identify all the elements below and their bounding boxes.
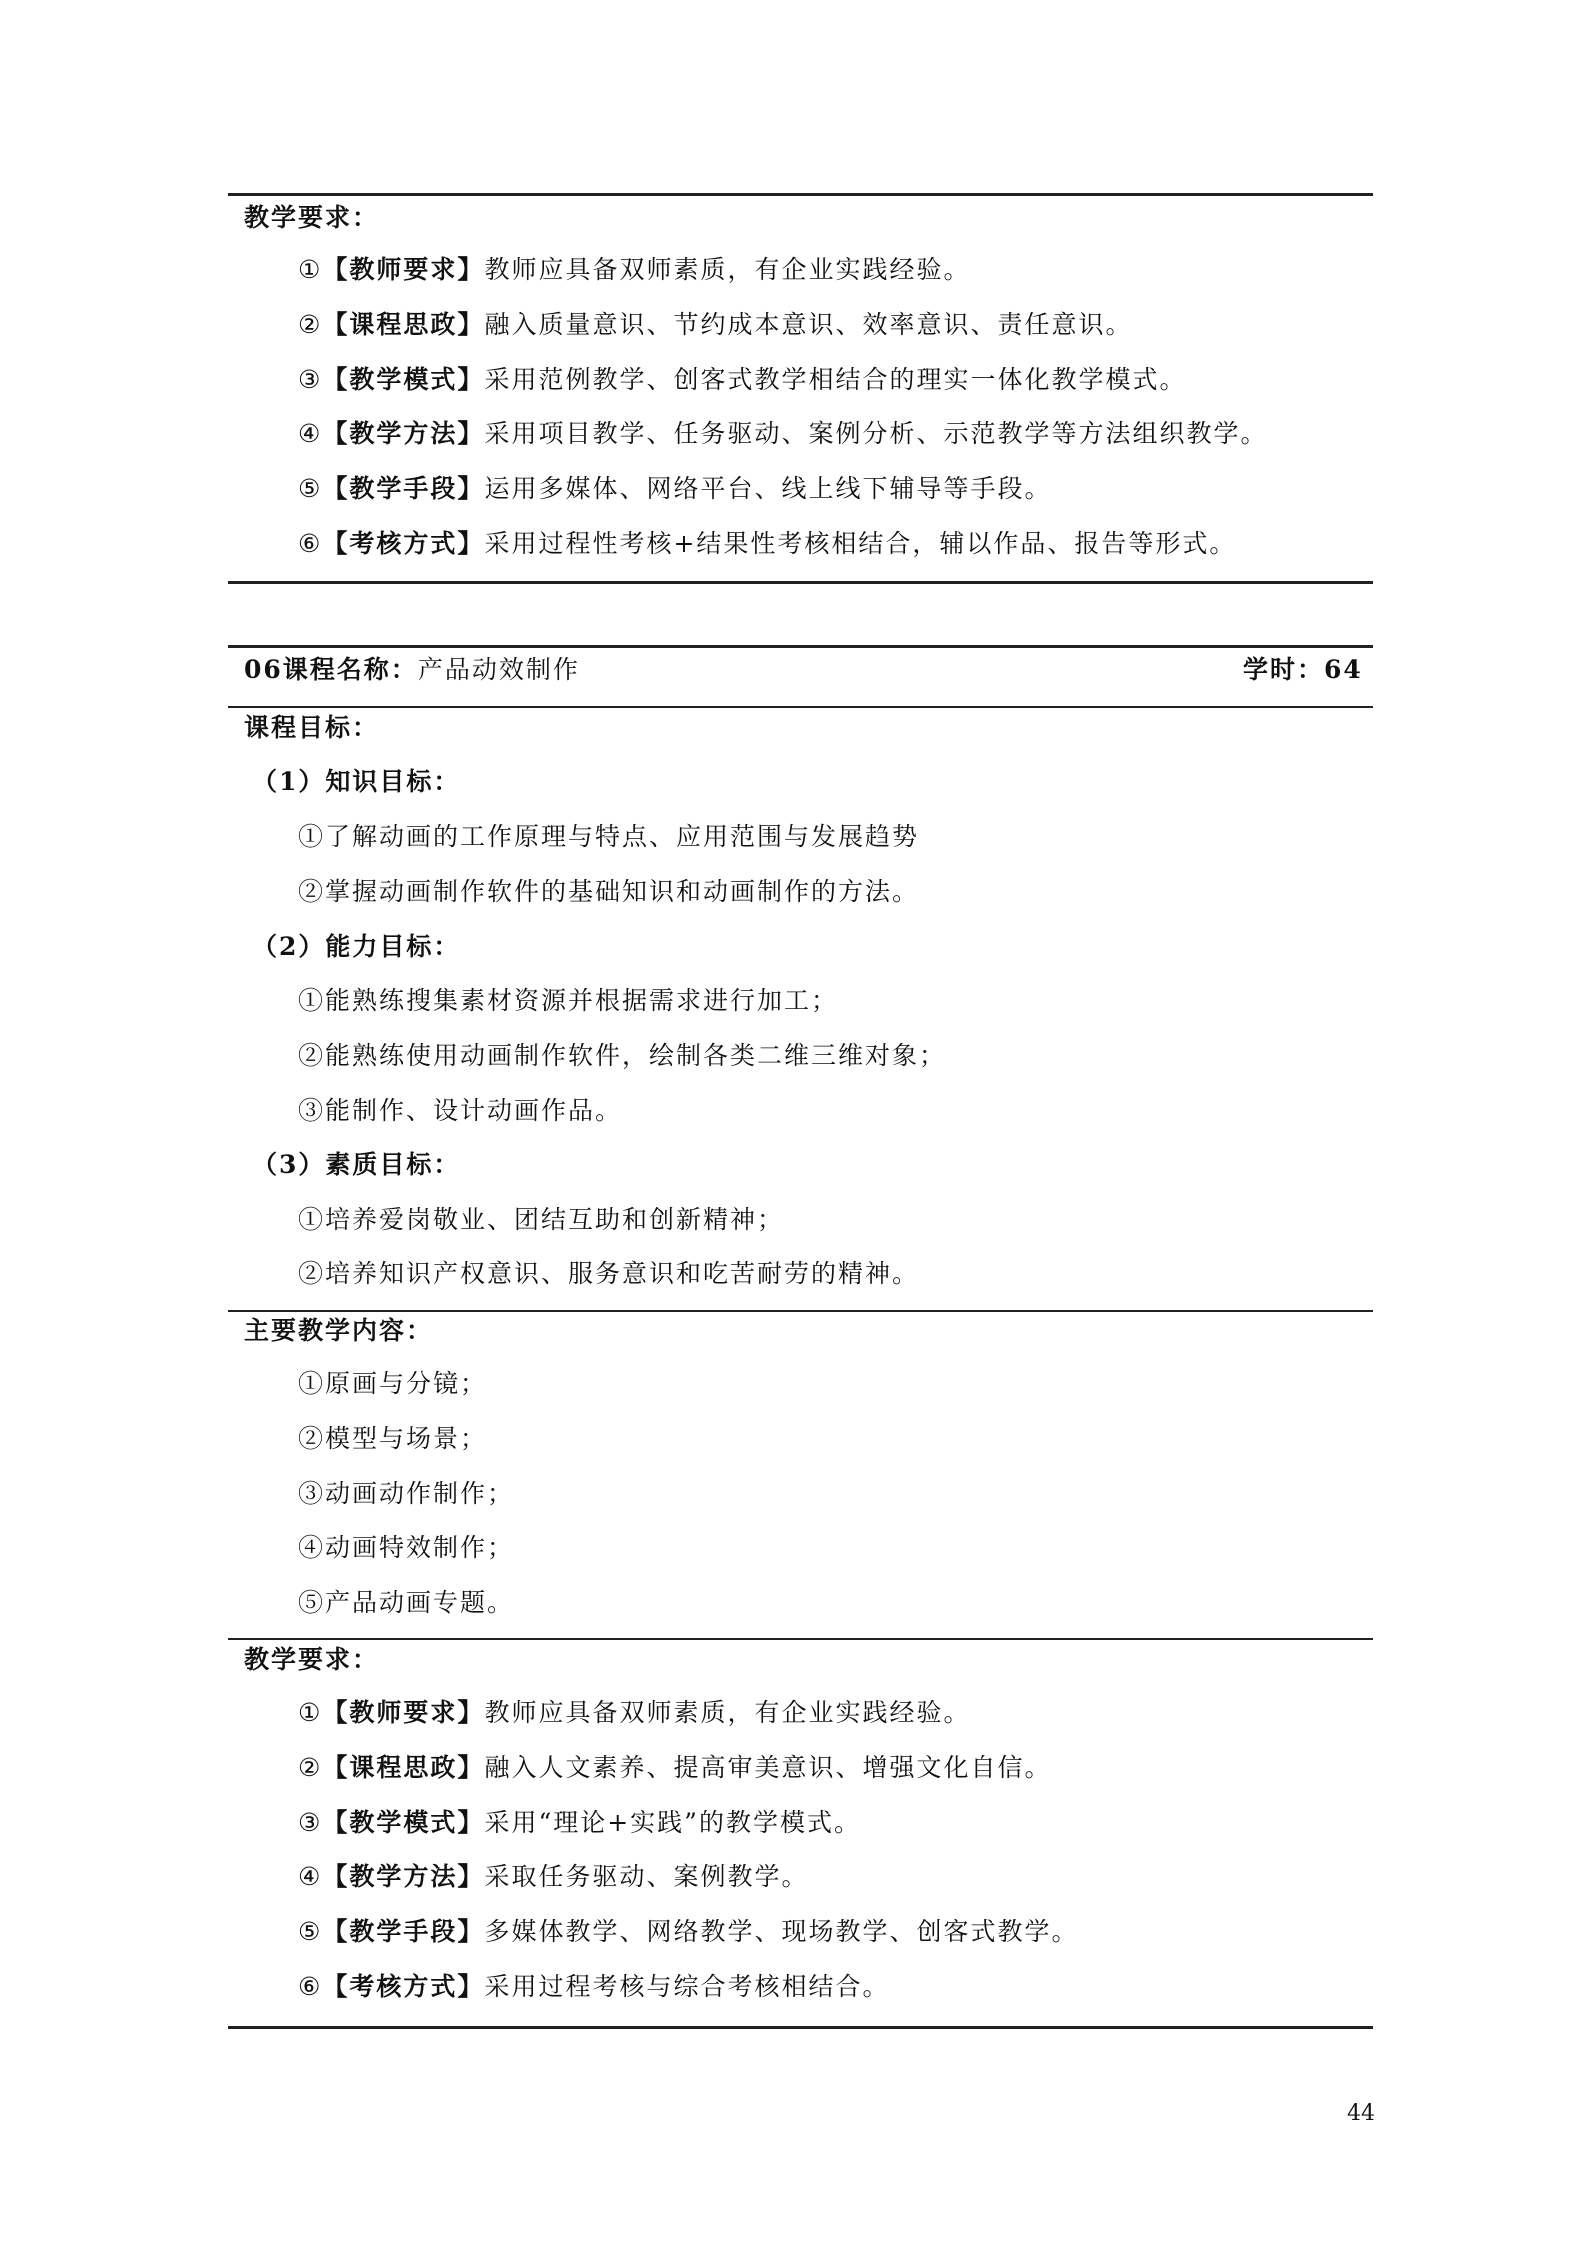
- requirement-item: ⑥【考核方式】采用过程性考核+结果性考核相结合，辅以作品、报告等形式。: [298, 529, 1237, 558]
- requirement-item: ④【教学方法】采取任务驱动、案例教学。: [298, 1862, 809, 1891]
- top-block-bottom-rule: [228, 581, 1373, 584]
- requirement-item: ③【教学模式】采用“理论+实践”的教学模式。: [298, 1808, 861, 1837]
- content-bottom-rule: [228, 1638, 1373, 1640]
- objective-item: ①了解动画的工作原理与特点、应用范围与发展趋势: [298, 822, 920, 851]
- course-header-bottom-rule: [228, 706, 1373, 708]
- requirement-item: ⑥【考核方式】采用过程考核与综合考核相结合。: [298, 1972, 890, 2001]
- teaching-requirements-heading: 教学要求：: [244, 1645, 380, 1674]
- requirement-item: ③【教学模式】采用范例教学、创客式教学相结合的理实一体化教学模式。: [298, 365, 1187, 394]
- objective-item: ①能熟练搜集素材资源并根据需求进行加工；: [298, 986, 839, 1015]
- course-header-top-rule: [228, 645, 1373, 648]
- content-item: ④动画特效制作；: [298, 1533, 515, 1562]
- requirement-item: ②【课程思政】融入人文素养、提高审美意识、增强文化自信。: [298, 1753, 1052, 1782]
- page-number: 44: [1347, 2101, 1375, 2126]
- requirement-item: ⑤【教学手段】运用多媒体、网络平台、线上线下辅导等手段。: [298, 474, 1052, 503]
- content-item: ⑤产品动画专题。: [298, 1588, 515, 1617]
- objective-item: ③能制作、设计动画作品。: [298, 1096, 623, 1125]
- requirement-item: ①【教师要求】教师应具备双师素质，有企业实践经验。: [298, 255, 971, 284]
- objectives-heading: 课程目标：: [244, 713, 380, 742]
- ability-objectives-heading: （2）能力目标：: [252, 932, 461, 961]
- main-content-heading: 主要教学内容：: [244, 1316, 434, 1345]
- course-hours: 学时：64: [1243, 655, 1363, 684]
- bottom-rule: [228, 2026, 1373, 2029]
- requirement-item: ⑤【教学手段】多媒体教学、网络教学、现场教学、创客式教学。: [298, 1917, 1079, 1946]
- objective-item: ①培养爱岗敬业、团结互助和创新精神；: [298, 1205, 785, 1234]
- teaching-requirements-heading: 教学要求：: [244, 203, 380, 232]
- content-item: ③动画动作制作；: [298, 1479, 515, 1508]
- requirement-item: ①【教师要求】教师应具备双师素质，有企业实践经验。: [298, 1698, 971, 1727]
- top-rule: [228, 193, 1373, 196]
- objectives-bottom-rule: [228, 1310, 1373, 1312]
- course-title: 06课程名称：产品动效制作: [244, 655, 580, 684]
- objective-item: ②培养知识产权意识、服务意识和吃苦耐劳的精神。: [298, 1259, 920, 1288]
- content-item: ①原画与分镜；: [298, 1369, 488, 1398]
- knowledge-objectives-heading: （1）知识目标：: [252, 767, 461, 796]
- content-item: ②模型与场景；: [298, 1424, 488, 1453]
- requirement-item: ④【教学方法】采用项目教学、任务驱动、案例分析、示范教学等方法组织教学。: [298, 419, 1268, 448]
- objective-item: ②掌握动画制作软件的基础知识和动画制作的方法。: [298, 877, 920, 906]
- quality-objectives-heading: （3）素质目标：: [252, 1150, 461, 1179]
- requirement-item: ②【课程思政】融入质量意识、节约成本意识、效率意识、责任意识。: [298, 310, 1133, 339]
- objective-item: ②能熟练使用动画制作软件，绘制各类二维三维对象；: [298, 1041, 947, 1070]
